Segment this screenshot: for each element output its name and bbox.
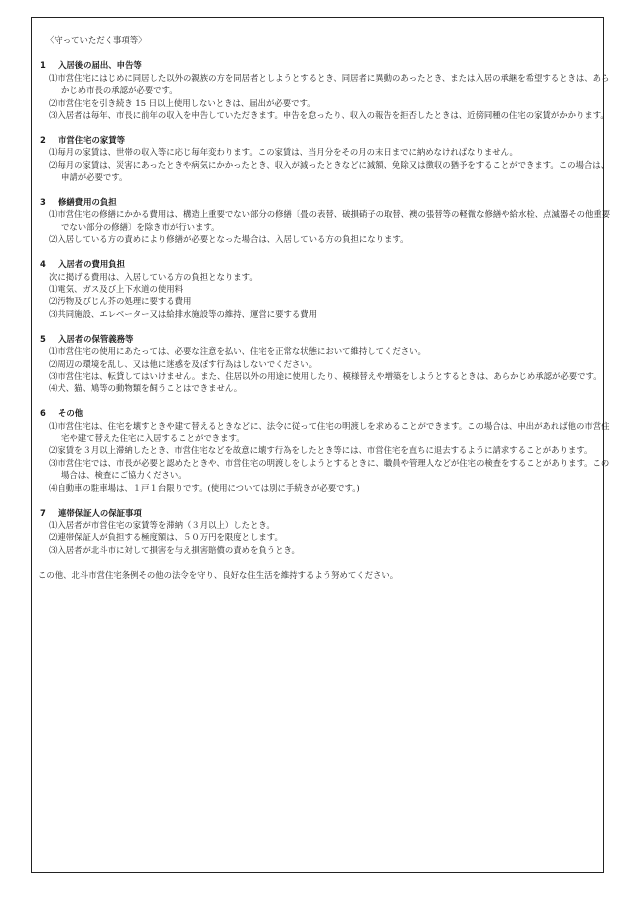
section-number: 1 bbox=[40, 60, 46, 71]
list-item: ⑴市営住宅は、住宅を壊すときや建て替えるときなどに、法令に従って住宅の明渡しを求めることができます。この場合は、申出があれば他の市営住宅や建て替えた住宅に入居することができます。 bbox=[49, 420, 610, 444]
section-number: 6 bbox=[40, 408, 46, 419]
list-item: ⑴入居者が市営住宅の家賃等を滞納（３月以上）したとき。 bbox=[49, 520, 275, 530]
section-intro: 次に掲げる費用は、入居している方の負担となります。 bbox=[49, 271, 258, 282]
closing-note: この他、北斗市営住宅条例その他の法令を守り、良好な住生活を維持するよう努めてください。 bbox=[38, 569, 399, 580]
section-7 bbox=[38, 507, 613, 557]
section-title-text: 修繕費用の負担 bbox=[58, 197, 117, 208]
list-item: ⑷自動車の駐車場は、１戸１台限りです。(使用については別に手続きが必要です。) bbox=[49, 482, 360, 493]
list-item: ⑶共同施設、エレベーター又は給排水施設等の維持、運営に要する費用 bbox=[49, 308, 317, 319]
list-item: ⑵汚物及びじん芥の処理に要する費用 bbox=[49, 296, 192, 307]
list-item: ⑷犬、猫、鳩等の動物類を飼うことはできません。 bbox=[49, 383, 243, 394]
section-title-text: 市営住宅の家賃等 bbox=[58, 134, 125, 145]
list-item: ⑶入居者が北斗市に対して損害を与え損害賠償の責めを負うとき。 bbox=[49, 544, 300, 555]
section-number: 5 bbox=[40, 333, 46, 344]
section-title bbox=[40, 134, 613, 146]
section-6 bbox=[38, 407, 613, 494]
section-title-text: 入居者の保管義務等 bbox=[58, 333, 134, 344]
section-title bbox=[40, 59, 613, 71]
section-title bbox=[40, 507, 613, 519]
list-item: ⑴電気、ガス及び上下水道の使用料 bbox=[49, 284, 183, 294]
list-item: ⑶市営住宅では、市長が必要と認めたときや、市営住宅の明渡しをしようとするときに、職員や管理人などが住宅の検査をすることがあります。この場合は、検査にご協力ください。 bbox=[49, 457, 610, 481]
section-title-text: 連帯保証人の保証事項 bbox=[58, 507, 142, 518]
list-item: ⑴市営住宅の使用にあたっては、必要な注意を払い、住宅を正常な状態において維持してください。 bbox=[49, 346, 426, 357]
section-2 bbox=[38, 134, 613, 184]
list-item: ⑵毎月の家賃は、災害にあったときや病気にかかったとき、収入が減ったときなどに減額、免除又は徴収の猶予をすることができます。この場合は、申請が必要です。 bbox=[49, 159, 610, 183]
section-title bbox=[40, 196, 613, 208]
section-4 bbox=[38, 258, 613, 320]
document-heading: 〈守っていただく事項等〉 bbox=[46, 35, 147, 45]
section-number: 7 bbox=[40, 507, 46, 518]
section-title bbox=[40, 333, 613, 345]
list-item: ⑶市営住宅は、転貸してはいけません。また、住居以外の用途に使用したり、模様替えや増築をしようとするときは、あらかじめ承認が必要です。 bbox=[49, 370, 602, 381]
section-number: 2 bbox=[40, 134, 46, 145]
section-title bbox=[40, 258, 613, 270]
section-number: 3 bbox=[40, 197, 46, 208]
list-item: ⑴毎月の家賃は、世帯の収入等に応じ毎年変わります。この家賃は、当月分をその月の末日までに納めなければなりません。 bbox=[49, 147, 518, 158]
list-item: ⑵周辺の環境を乱し、又は他に迷惑を及ぼす行為はしないでください。 bbox=[49, 358, 317, 369]
list-item: ⑵家賃を３月以上滞納したとき、市営住宅などを故意に壊す行為をしたとき等には、市営住宅を直ちに退去するように請求することがあります。 bbox=[49, 445, 593, 456]
section-title-text: その他 bbox=[58, 408, 84, 419]
section-title-text: 入居後の届出、申告等 bbox=[58, 60, 142, 71]
list-item: ⑶入居者は毎年、市長に前年の収入を申告していただきます。申告を怠ったり、収入の報告を拒否したときは、近傍同種の住宅の家賃がかかります。 bbox=[49, 110, 609, 121]
section-5 bbox=[38, 333, 613, 395]
list-item: ⑵入居している方の責めにより修繕が必要となった場合は、入居している方の負担になります。 bbox=[49, 234, 409, 245]
section-number: 4 bbox=[40, 259, 46, 270]
document-body bbox=[38, 34, 613, 581]
section-title bbox=[40, 407, 613, 419]
list-item: ⑵市営住宅を引き続き 15 日以上使用しないときは、届出が必要です。 bbox=[49, 97, 316, 108]
list-item: ⑴市営住宅の修繕にかかる費用は、構造上重要でない部分の修繕〔畳の表替、破損硝子の取替、襖の張替等の軽微な修繕や給水栓、点滅器その他重要でない部分の修繕〕を除き市が行います。 bbox=[49, 209, 611, 232]
section-title-text: 入居者の費用負担 bbox=[58, 259, 125, 270]
section-3 bbox=[38, 196, 613, 246]
section-1 bbox=[38, 59, 613, 121]
list-item: ⑵連帯保証人が負担する極度額は、５０万円を限度とします。 bbox=[49, 532, 283, 543]
list-item: ⑴市営住宅にはじめに同居した以外の親族の方を同居者としようとするとき、同居者に異動のあったとき、または入居の承継を希望するときは、あらかじめ市長の承認が必要です。 bbox=[49, 72, 610, 96]
